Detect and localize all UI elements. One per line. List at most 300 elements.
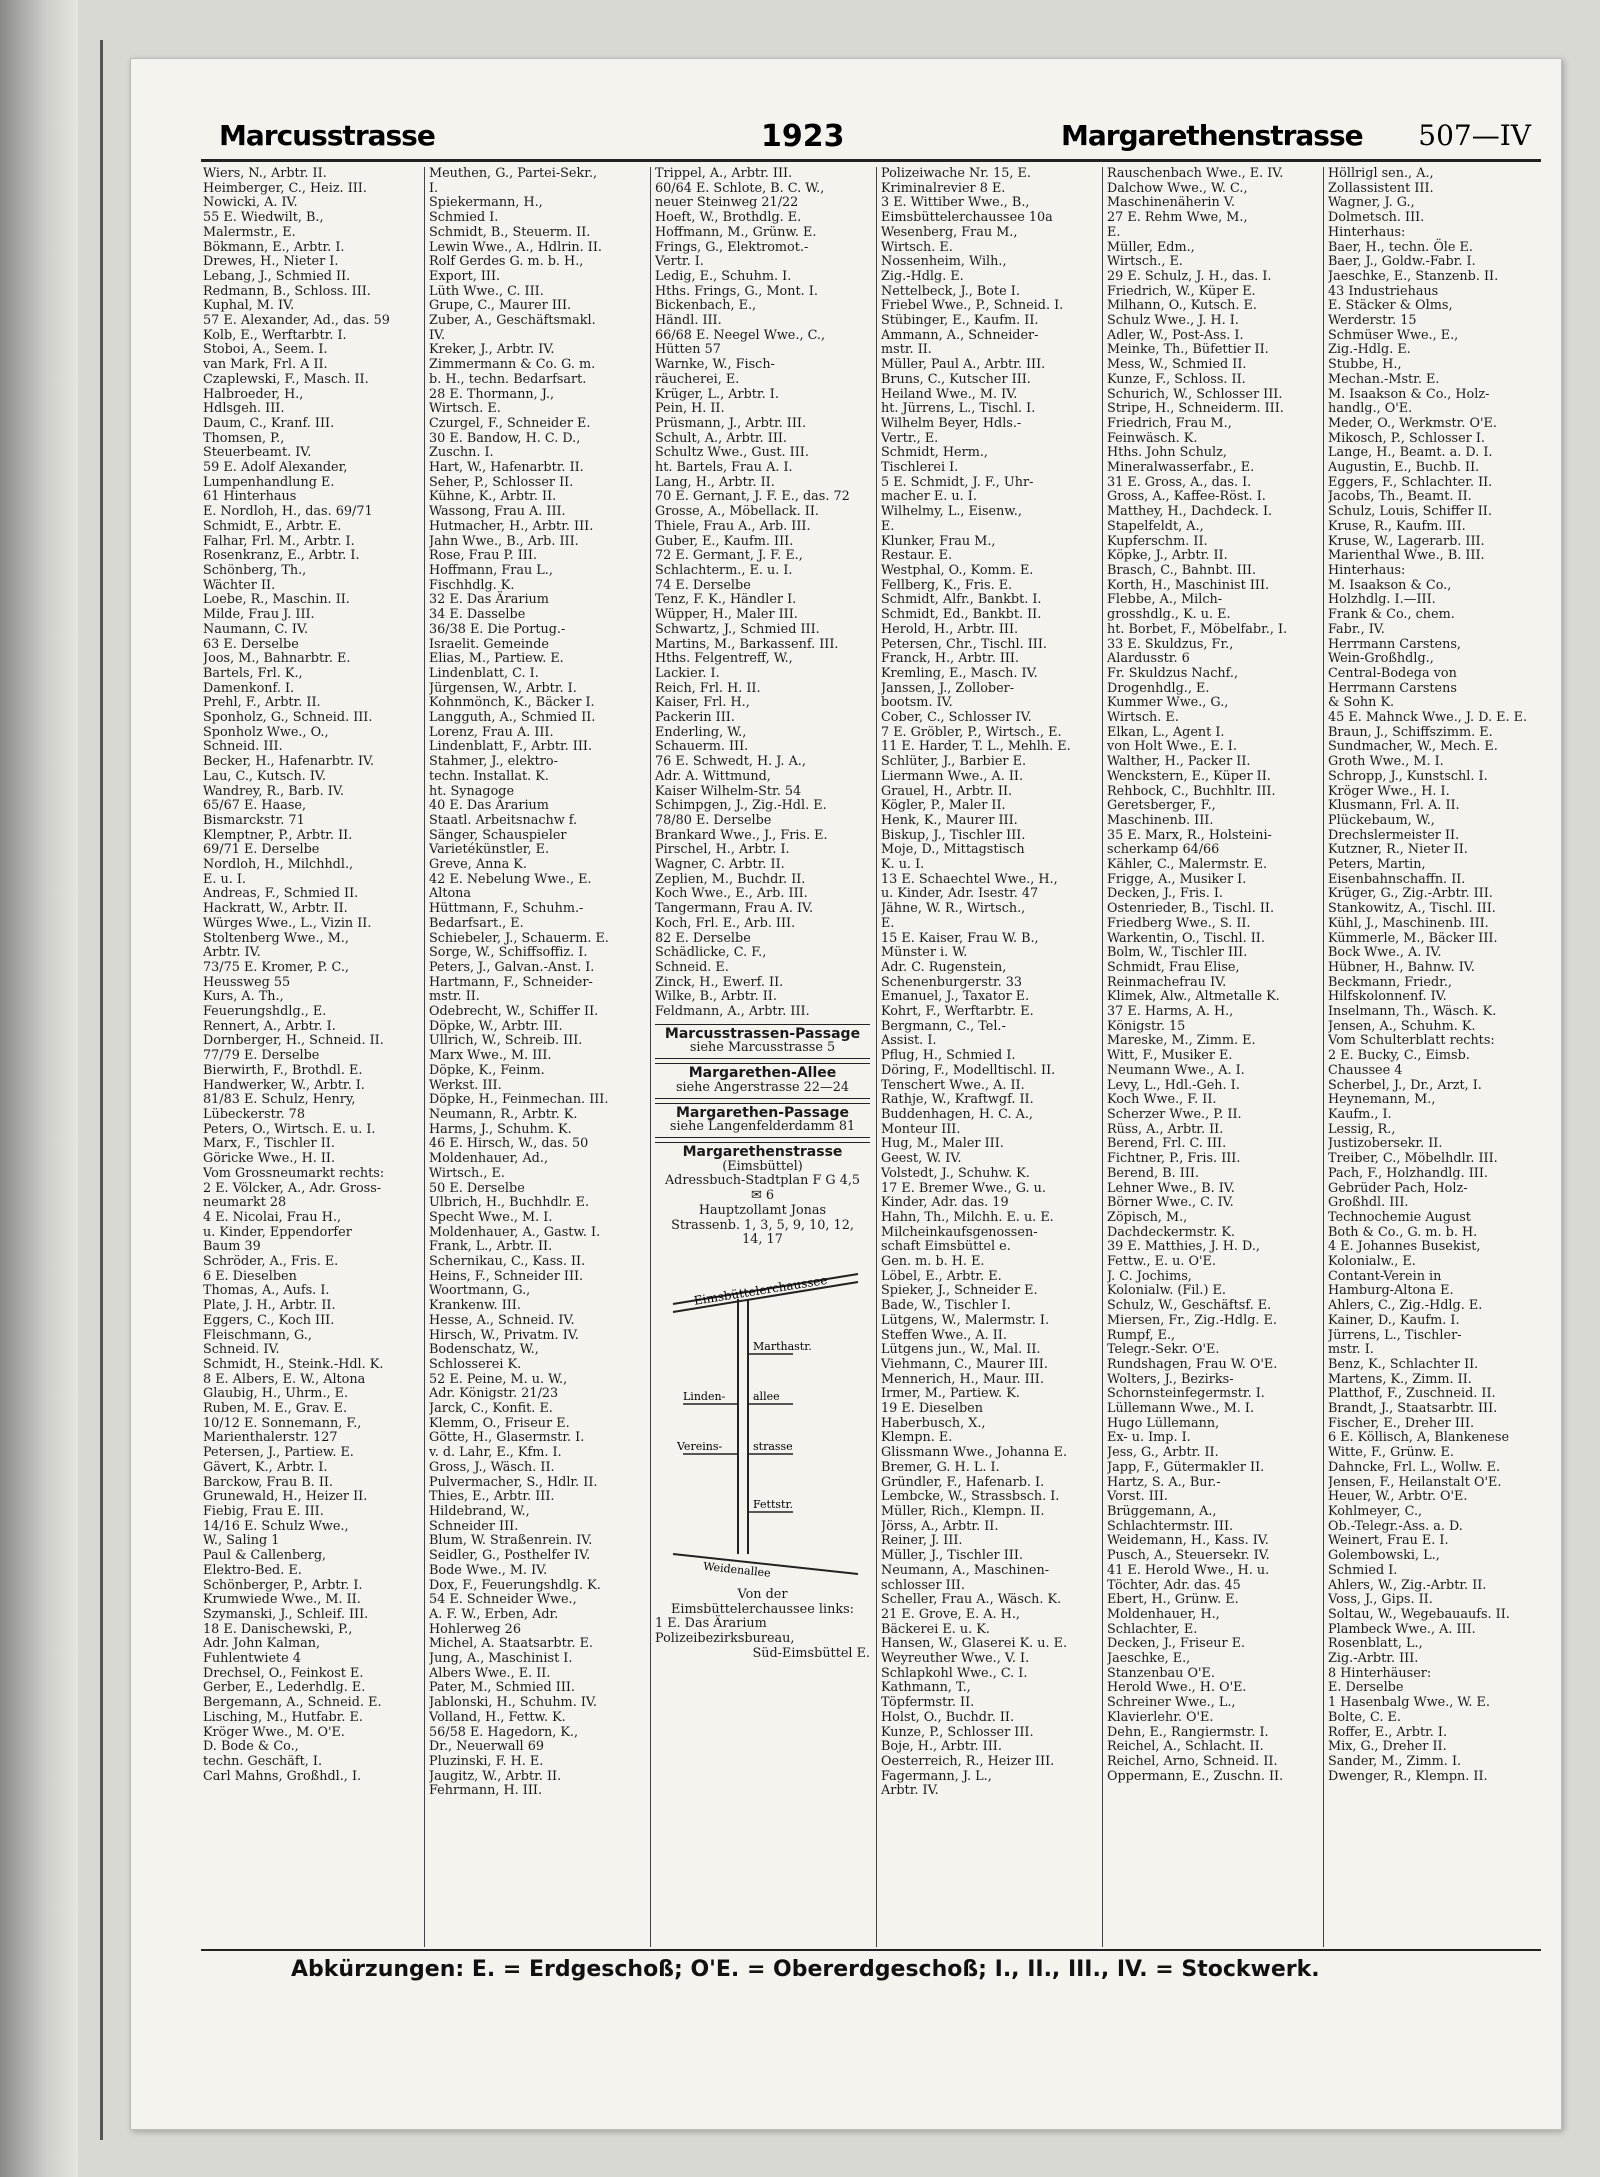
directory-entry-line: Götte, H., Glasermstr. I. xyxy=(429,1430,585,1446)
directory-entry-line: Miersen, Fr., Zig.-Hdlg. E. xyxy=(1107,1312,1277,1328)
directory-entry-line: Fichtner, P., Fris. III. xyxy=(1107,1151,1241,1167)
column-divider xyxy=(650,167,651,1947)
directory-entry-line: Reinmachefrau IV. xyxy=(1107,974,1227,990)
directory-entry-line: Töpfermstr. II. xyxy=(881,1695,975,1711)
directory-entry-line: Schwartz, J., Schmied III. xyxy=(655,621,820,637)
directory-entry-line: Telegr.-Sekr. O'E. xyxy=(1107,1342,1220,1358)
directory-entry-line: Lebang, J., Schmied II. xyxy=(203,268,351,284)
directory-entry-line: Hths. Frings, G., Mont. I. xyxy=(655,283,818,299)
directory-entry-line: Schropp, J., Kunstschl. I. xyxy=(1328,768,1488,784)
directory-entry-line: Warnke, W., Fisch- xyxy=(655,357,775,373)
directory-entry-line: Lütgens, W., Malermstr. I. xyxy=(881,1312,1050,1328)
directory-entry-line: Grupe, C., Maurer III. xyxy=(429,298,572,314)
directory-entry-line: Döpke, H., Feinmechan. III. xyxy=(429,1092,609,1108)
directory-entry-line: Bade, W., Tischler I. xyxy=(881,1298,1011,1314)
directory-entry-line: Emanuel, J., Taxator E. xyxy=(881,989,1030,1005)
directory-entry-line: Krüger, G., Zig.-Arbtr. III. xyxy=(1328,886,1493,902)
directory-entry-line: Central-Bodega von xyxy=(1328,665,1457,681)
directory-entry-line: Schneider III. xyxy=(429,1518,519,1534)
directory-entry-line: 61 Hinterhaus xyxy=(203,489,297,505)
directory-entry-line: Heussweg 55 xyxy=(203,974,291,990)
directory-entry-line: Kaiser Wilhelm-Str. 54 xyxy=(655,783,802,799)
directory-entry-line: Kühne, K., Arbtr. II. xyxy=(429,489,557,505)
directory-entry-line: Japp, F., Gütermakler II. xyxy=(1107,1459,1265,1475)
footer-rule xyxy=(201,1949,1541,1951)
directory-entry-line: Fischer, E., Dreher III. xyxy=(1328,1415,1475,1431)
directory-entry-line: techn. Geschäft, I. xyxy=(203,1753,323,1769)
directory-entry-line: Peters, O., Wirtsch. E. u. I. xyxy=(203,1121,376,1137)
directory-entry-line: Jensen, F., Heilanstalt O'E. xyxy=(1328,1474,1502,1490)
directory-entry-line: Wassong, Frau A. III. xyxy=(429,504,566,520)
directory-entry-line: Schönberg, Th., xyxy=(203,562,307,578)
directory-entry-line: Oppermann, E., Zuschn. II. xyxy=(1107,1768,1284,1784)
directory-entry-line: 28 E. Thormann, J., xyxy=(429,386,555,402)
directory-entry-line: mstr. II. xyxy=(881,342,932,358)
directory-entry-line: Flebbe, A., Milch- xyxy=(1107,592,1223,608)
directory-entry-line: Polizeiwache Nr. 15, E. xyxy=(881,167,1031,181)
directory-entry-line: Rolf Gerdes G. m. b. H., xyxy=(429,254,584,270)
directory-entry-line: Bolm, W., Tischler III. xyxy=(1107,945,1248,961)
directory-entry-line: Damenkonf. I. xyxy=(203,680,295,696)
directory-entry-line: Herold, H., Arbtr. III. xyxy=(881,621,1019,637)
directory-entry-line: 6 E. Köllisch, A, Blankenese xyxy=(1328,1430,1510,1446)
directory-entry-line: Frank, L., Arbtr. II. xyxy=(429,1239,553,1255)
directory-entry-line: Rennert, A., Arbtr. I. xyxy=(203,1018,336,1034)
directory-entry-line: 31 E. Gross, A., das. I. xyxy=(1107,474,1252,490)
directory-entry-line: Elektro-Bed. E. xyxy=(203,1562,302,1578)
directory-entry-line: Roffer, E., Arbtr. I. xyxy=(1328,1724,1448,1740)
directory-entry-line: schlosser III. xyxy=(881,1577,965,1593)
directory-entry-line: Dwenger, R., Klempn. II. xyxy=(1328,1768,1488,1784)
directory-entry-line: Contant-Verein in xyxy=(1328,1268,1442,1284)
directory-entry-line: Hesse, A., Schneid. IV. xyxy=(429,1312,575,1328)
map-label-top: Eimsbüttelerchaussee xyxy=(692,1272,828,1308)
directory-entry-line: Ob.-Telegr.-Ass. a. D. xyxy=(1328,1518,1463,1534)
directory-entry-line: Döpke, W., Arbtr. III. xyxy=(429,1018,563,1034)
directory-entry-line: Ahlers, W., Zig.-Arbtr. II. xyxy=(1328,1577,1487,1593)
directory-entry-line: Lütgens jun., W., Mal. II. xyxy=(881,1342,1041,1358)
directory-entry-line: Kreker, J., Arbtr. IV. xyxy=(429,342,555,358)
directory-entry-line: Stahmer, J., elektro- xyxy=(429,754,558,770)
directory-entry-line: Redmann, B., Schloss. III. xyxy=(203,283,371,299)
directory-entry-line: Mennerich, H., Maur. III. xyxy=(881,1371,1044,1387)
directory-entry-line: Lüllemann Wwe., M. I. xyxy=(1107,1401,1255,1417)
directory-entry-line: Rosenblatt, L., xyxy=(1328,1636,1423,1652)
directory-entry-line: Rathje, W., Kraftwgf. II. xyxy=(881,1092,1034,1108)
directory-entry-line: Blum, W. Straßenrein. IV. xyxy=(429,1533,593,1549)
directory-entry-line: Grauel, H., Arbtr. II. xyxy=(881,783,1013,799)
directory-entry-line: Beckmann, Friedr., xyxy=(1328,974,1452,990)
directory-entry-line: 52 E. Peine, M. u. W., xyxy=(429,1371,568,1387)
directory-entry-line: M. Isaakson & Co., Holz- xyxy=(1328,386,1490,402)
directory-entry-line: Kinder, Adr. das. 19 xyxy=(881,1195,1009,1211)
directory-entry-line: Liermann Wwe., A. II. xyxy=(881,768,1024,784)
directory-entry-line: Meinke, Th., Büfettier II. xyxy=(1107,342,1269,358)
directory-entry-line: Schulz, Louis, Schiffer II. xyxy=(1328,504,1492,520)
directory-entry-line: Kremling, E., Masch. IV. xyxy=(881,665,1038,681)
directory-entry-line: Kähler, C., Malermstr. E. xyxy=(1107,857,1268,873)
directory-entry-line: 14/16 E. Schulz Wwe., xyxy=(203,1518,349,1534)
directory-entry-line: Klemm, O., Friseur E. xyxy=(429,1415,570,1431)
directory-entry-line: Schulz Wwe., J. H. I. xyxy=(1107,313,1239,329)
directory-entry-line: Czaplewski, F., Masch. II. xyxy=(203,371,369,387)
directory-entry-line: 6 E. Dieselben xyxy=(203,1268,297,1284)
directory-entry-line: Thomas, A., Aufs. I. xyxy=(203,1283,330,1299)
post-district-number: 6 xyxy=(765,1188,774,1204)
directory-entry-line: Jess, G., Arbtr. II. xyxy=(1107,1445,1219,1461)
directory-entry-line: Wandrey, R., Barb. IV. xyxy=(203,783,344,799)
directory-entry-line: Feinwäsch. K. xyxy=(1107,430,1198,446)
entry-1-district: Süd-Eimsbüttel E. xyxy=(752,1645,870,1661)
directory-entry-line: Klunker, Frau M., xyxy=(881,533,996,549)
directory-entry-line: Pach, F., Holzhandlg. III. xyxy=(1328,1165,1488,1181)
margarethen-passage-ref: siehe Langenfelderdamm 81 xyxy=(669,1119,856,1135)
directory-entry-line: Ruben, M. E., Grav. E. xyxy=(203,1401,348,1417)
directory-entry-line: E. Derselbe xyxy=(1328,1680,1404,1696)
directory-entry-line: E. xyxy=(881,915,895,931)
directory-entry-line: Rauschenbach Wwe., E. IV. xyxy=(1107,167,1284,181)
directory-entry-line: Koch Wwe., E., Arb. III. xyxy=(655,886,808,902)
directory-entry-line: Adr. Königstr. 21/23 xyxy=(429,1386,559,1402)
directory-entry-line: Stripe, H., Schneiderm. III. xyxy=(1107,401,1284,417)
directory-entry-line: Inselmann, Th., Wäsch. K. xyxy=(1328,1004,1497,1020)
directory-entry-line: Zig.-Hdlg. E. xyxy=(881,268,964,284)
directory-entry-line: Moldenhauer, A., Gastw. I. xyxy=(429,1224,601,1240)
tram-lines: Strassenb. 1, 3, 5, 9, 10, 12, xyxy=(671,1217,854,1233)
directory-entry-line: Kurs, A. Th., xyxy=(203,989,284,1005)
directory-entry-line: 59 E. Adolf Alexander, xyxy=(203,460,348,476)
directory-entry-line: 40 E. Das Ärarium xyxy=(429,798,549,814)
directory-entry-line: Benz, K., Schlachter II. xyxy=(1328,1356,1479,1372)
directory-page xyxy=(130,58,1562,2130)
directory-entry-line: Decken, J., Friseur E. xyxy=(1107,1636,1246,1652)
directory-entry-line: Tangermann, Frau A. IV. xyxy=(655,901,814,917)
directory-entry-line: u. Kinder, Eppendorfer xyxy=(203,1224,352,1240)
directory-entry-line: Braun, J., Schiffszimm. E. xyxy=(1328,724,1493,740)
directory-entry-line: Lindenblatt, C. I. xyxy=(429,665,539,681)
header-page-number: 507—IV xyxy=(1418,119,1531,152)
directory-entry-line: Becker, H., Hafenarbtr. IV. xyxy=(203,754,375,770)
directory-entry-line: Hths. John Schulz, xyxy=(1107,445,1227,461)
directory-entry-line: Kögler, P., Maler II. xyxy=(881,798,1006,814)
directory-entry-line: Fabr., IV. xyxy=(1328,621,1385,637)
directory-entry-line: Joos, M., Bahnarbtr. E. xyxy=(203,651,351,667)
directory-entry-line: Kruse, R., Kaufm. III. xyxy=(1328,518,1466,534)
directory-entry-line: 39 E. Matthies, J. H. D., xyxy=(1107,1239,1260,1255)
directory-entry-line: Paul & Callenberg, xyxy=(203,1548,327,1564)
directory-entry-line: Staatl. Arbeitsnachw f. xyxy=(429,812,578,828)
directory-entry-line: Eimsbüttelerchaussee 10a xyxy=(881,210,1053,226)
directory-entry-line: Rehbock, C., Buchhltr. III. xyxy=(1107,783,1276,799)
directory-entry-line: Volstedt, J., Schuhw. K. xyxy=(881,1165,1030,1181)
directory-entry-line: Kuphal, M. IV. xyxy=(203,298,295,314)
directory-entry-line: Falhar, Frl. M., Arbtr. I. xyxy=(203,533,355,549)
directory-entry-line: Vertr., E. xyxy=(881,430,939,446)
directory-entry-line: Klavierlehr. O'E. xyxy=(1107,1709,1214,1725)
directory-entry-line: Spieker, J., Schneider E. xyxy=(881,1283,1038,1299)
directory-entry-line: Werkst. III. xyxy=(429,1077,502,1093)
directory-entry-line: Milcheinkaufsgenossen- xyxy=(881,1224,1038,1240)
directory-entry-line: Biskup, J., Tischler III. xyxy=(881,827,1026,843)
directory-entry-line: Schädlicke, C. F., xyxy=(655,945,767,961)
directory-entry-line: Zimmermann & Co. G. m. xyxy=(429,357,596,373)
directory-entry-line: Handwerker, W., Arbtr. I. xyxy=(203,1077,365,1093)
directory-entry-line: Dornberger, H., Schneid. II. xyxy=(203,1033,384,1049)
directory-entry-line: Bickenbach, E., xyxy=(655,298,757,314)
map-label-strasse: strasse xyxy=(752,1439,793,1453)
directory-entry-line: Harms, J., Schuhm. K. xyxy=(429,1121,572,1137)
directory-entry-line: Bode Wwe., M. IV. xyxy=(429,1562,548,1578)
directory-entry-line: 1 Hasenbalg Wwe., W. E. xyxy=(1328,1695,1490,1711)
directory-entry-line: Schmidt, Alfr., Bankbt. I. xyxy=(881,592,1042,608)
header-street-left: Marcusstrasse xyxy=(219,119,435,152)
directory-entry-line: Bremer, G. H. L. I. xyxy=(881,1459,1000,1475)
directory-entry-line: Heins, F., Schneider III. xyxy=(429,1268,584,1284)
header-street-right: Margarethenstrasse xyxy=(1061,119,1363,152)
column-6 xyxy=(1328,167,1541,1947)
directory-entry-line: Marx Wwe., M. III. xyxy=(429,1048,552,1064)
column-divider xyxy=(1323,167,1324,1947)
directory-entry-line: 56/58 E. Hagedorn, K., xyxy=(429,1724,579,1740)
directory-entry-line: Lang, H., Arbtr. II. xyxy=(655,474,775,490)
directory-entry-line: neumarkt 28 xyxy=(203,1195,287,1211)
directory-entry-line: Weinert, Frau E. I. xyxy=(1328,1533,1449,1549)
directory-entry-line: 43 Industriehaus xyxy=(1328,283,1439,299)
directory-entry-line: Tischlerei I. xyxy=(881,460,959,476)
directory-entry-line: Alardusstr. 6 xyxy=(1107,651,1190,667)
directory-entry-line: Hugo Lüllemann, xyxy=(1107,1415,1220,1431)
margarethen-allee-box xyxy=(655,1063,870,1098)
directory-entry-line: Kröger Wwe., M. O'E. xyxy=(203,1724,345,1740)
directory-entry-line: Kolonialw., E. xyxy=(1328,1254,1416,1270)
directory-entry-line: Fettw., E. u. O'E. xyxy=(1107,1254,1216,1270)
directory-entry-line: Holst, O., Buchdr. II. xyxy=(881,1709,1015,1725)
directory-entry-line: Rosenkranz, E., Arbtr. I. xyxy=(203,548,360,564)
directory-entry-line: Stoboi, A., Seem. I. xyxy=(203,342,328,358)
directory-entry-line: Martens, K., Zimm. II. xyxy=(1328,1371,1472,1387)
directory-entry-line: IV. xyxy=(429,327,446,343)
directory-entry-line: Friebel Wwe., P., Schneid. I. xyxy=(881,298,1064,314)
directory-entry-line: Meder, O., Werkmstr. O'E. xyxy=(1328,415,1497,431)
directory-entry-line: Pflug, H., Schmied I. xyxy=(881,1048,1016,1064)
directory-entry-line: Walther, H., Packer II. xyxy=(1107,754,1251,770)
directory-entry-line: Schlachterm., E. u. I. xyxy=(655,562,793,578)
directory-entry-line: A. F. W., Erben, Adr. xyxy=(429,1606,559,1622)
directory-entry-line: Nossenheim, Wilh., xyxy=(881,254,1007,270)
map-label-allee: allee xyxy=(752,1389,780,1403)
directory-entry-line: Jablonski, H., Schuhm. IV. xyxy=(429,1695,597,1711)
directory-entry-line: Witt, F., Musiker E. xyxy=(1107,1048,1233,1064)
directory-entry-line: Eggers, F., Schlachter. II. xyxy=(1328,474,1493,490)
directory-entry-line: Hohlerweg 26 xyxy=(429,1621,521,1637)
directory-entry-line: Wagner, J. G., xyxy=(1328,195,1415,211)
directory-entry-line: Feldmann, A., Arbtr. III. xyxy=(655,1004,810,1020)
map-label-vereins: Vereins- xyxy=(676,1439,722,1453)
directory-entry-line: Köpke, J., Arbtr. II. xyxy=(1107,548,1228,564)
directory-entry-line: Schornsteinfegermstr. I. xyxy=(1107,1386,1265,1402)
map-label-linden: Linden- xyxy=(682,1389,725,1403)
column-divider xyxy=(1102,167,1103,1947)
directory-entry-line: Feuerungshdlg., E. xyxy=(203,1004,327,1020)
directory-entry-line: Schlapkohl Wwe., C. I. xyxy=(881,1665,1028,1681)
directory-entry-line: Maschinenäherin V. xyxy=(1107,195,1235,211)
header-year: 1923 xyxy=(761,119,845,154)
directory-entry-line: Bartels, Frl. K., xyxy=(203,665,303,681)
directory-entry-line: Ahlers, C., Zig.-Hdlg. E. xyxy=(1328,1298,1483,1314)
directory-entry-line: Lüth Wwe., C. III. xyxy=(429,283,544,299)
directory-entry-line: Müller, Edm., xyxy=(1107,239,1195,255)
directory-entry-line: 29 E. Schulz, J. H., das. I. xyxy=(1107,268,1272,284)
directory-entry-line: 74 E. Derselbe xyxy=(655,577,751,593)
entry-1-police: Polizeibezirksbureau, xyxy=(655,1631,795,1647)
directory-entry-line: Wirtsch. E. xyxy=(1107,710,1179,726)
directory-entry-line: Enderling, W., xyxy=(655,724,747,740)
directory-entry-line: Seidler, G., Posthelfer IV. xyxy=(429,1548,591,1564)
directory-entry-line: Koch Wwe., F. II. xyxy=(1107,1092,1217,1108)
street-sketch-map xyxy=(663,1254,863,1584)
directory-entry-line: Neumann Wwe., A. I. xyxy=(1107,1062,1245,1078)
directory-entry-line: Maschinenb. III. xyxy=(1107,812,1214,828)
column-5 xyxy=(1107,167,1322,1947)
directory-entry-line: Monteur III. xyxy=(881,1121,961,1137)
directory-entry-line: Peters, J., Galvan.-Anst. I. xyxy=(429,959,595,975)
directory-entry-line: Moje, D., Mittagstisch xyxy=(881,842,1025,858)
directory-entry-line: Jörss, A., Arbtr. II. xyxy=(881,1518,999,1534)
directory-entry-line: Rüss, A., Arbtr. II. xyxy=(1107,1121,1224,1137)
directory-entry-line: Würges Wwe., L., Vizin II. xyxy=(203,915,372,931)
directory-entry-line: Bedarfsart., E. xyxy=(429,915,524,931)
directory-entry-line: Hinterhaus: xyxy=(1328,224,1406,240)
directory-entry-line: b. H., techn. Bedarfsart. xyxy=(429,371,587,387)
directory-entry-line: Oesterreich, R., Heizer III. xyxy=(881,1753,1055,1769)
directory-entry-line: Fagermann, J. L., xyxy=(881,1768,992,1784)
column-2 xyxy=(429,167,644,1947)
directory-entry-line: Ledig, E., Schuhm. I. xyxy=(655,268,792,284)
directory-entry-line: Bäckerei E. u. K. xyxy=(881,1621,990,1637)
directory-entry-line: Weyreuther Wwe., V. I. xyxy=(881,1651,1030,1667)
directory-entry-line: Barckow, Frau B. II. xyxy=(203,1474,333,1490)
directory-entry-line: Grunewald, H., Heizer II. xyxy=(203,1489,368,1505)
directory-entry-line: 63 E. Derselbe xyxy=(203,636,299,652)
directory-entry-line: Schönberger, P., Arbtr. I. xyxy=(203,1577,363,1593)
directory-entry-line: Dahncke, Frl. L., Wollw. E. xyxy=(1328,1459,1501,1475)
directory-entry-line: Dolmetsch. III. xyxy=(1328,210,1425,226)
directory-entry-line: 3 E. Wittiber Wwe., B., xyxy=(881,195,1030,211)
directory-entry-line: Pluzinski, F. H. E. xyxy=(429,1753,544,1769)
directory-entry-line: Wüpper, H., Maler III. xyxy=(655,607,798,623)
column-3-entries xyxy=(655,167,870,1020)
directory-entry-line: Kriminalrevier 8 E. xyxy=(881,180,1006,196)
directory-entry-line: Holzhdlg. I.—III. xyxy=(1328,592,1436,608)
directory-entry-line: von Holt Wwe., E. I. xyxy=(1107,739,1237,755)
directory-entry-line: Langguth, A., Schmied II. xyxy=(429,710,596,726)
directory-entry-line: Wagner, C. Arbtr. II. xyxy=(655,857,785,873)
directory-entry-line: 82 E. Derselbe xyxy=(655,930,751,946)
directory-entry-line: Lindenblatt, F., Arbtr. III. xyxy=(429,739,593,755)
directory-entry-line: ht. Bartels, Frau A. I. xyxy=(655,460,793,476)
directory-entry-line: Heimberger, C., Heiz. III. xyxy=(203,180,367,196)
directory-entry-line: räucherei, E. xyxy=(655,371,740,387)
directory-entry-line: 4 E. Johannes Busekist, xyxy=(1328,1239,1481,1255)
directory-entry-line: Schreiner Wwe., L., xyxy=(1107,1695,1236,1711)
directory-entry-line: Mix, G., Dreher II. xyxy=(1328,1739,1447,1755)
directory-entry-line: Schultz Wwe., Gust. III. xyxy=(655,445,809,461)
directory-entry-line: Jaeschke, E., Stanzenb. II. xyxy=(1328,268,1499,284)
directory-entry-line: Plückebaum, W., xyxy=(1328,812,1435,828)
directory-entry-line: Hirsch, W., Privatm. IV. xyxy=(429,1327,579,1343)
map-label-marthastr: Marthastr. xyxy=(752,1339,812,1353)
directory-entry-line: Greve, Anna K. xyxy=(429,857,527,873)
directory-entry-line: Zinck, H., Ewerf. II. xyxy=(655,974,784,990)
directory-entry-line: Bolte, C. E. xyxy=(1328,1709,1401,1725)
directory-entry-line: Drechslermeister II. xyxy=(1328,827,1460,843)
directory-entry-line: Henk, K., Maurer III. xyxy=(881,812,1018,828)
envelope-icon: ✉ xyxy=(751,1188,762,1204)
directory-entry-line: Treiber, C., Möbelhdlr. III. xyxy=(1328,1151,1498,1167)
directory-entry-line: Müller, Paul A., Arbtr. III. xyxy=(881,357,1046,373)
directory-entry-line: Jacobs, Th., Beamt. II. xyxy=(1328,489,1472,505)
directory-entry-line: Kutzner, R., Nieter II. xyxy=(1328,842,1468,858)
directory-entry-line: Drewes, H., Nieter I. xyxy=(203,254,339,270)
directory-entry-line: Nordloh, H., Milchhdl., xyxy=(203,857,354,873)
directory-entry-line: Spiekermann, H., xyxy=(429,195,543,211)
directory-entry-line: 36/38 E. Die Portug.- xyxy=(429,621,566,637)
directory-entry-line: Milde, Frau J. III. xyxy=(203,607,315,623)
directory-entry-line: Naumann, C. IV. xyxy=(203,621,309,637)
directory-entry-line: schaft Eimsbüttel e. xyxy=(881,1239,1011,1255)
directory-entry-line: Hdlsgeh. III. xyxy=(203,401,285,417)
directory-entry-line: Glissmann Wwe., Johanna E. xyxy=(881,1445,1068,1461)
directory-entry-line: Plambeck Wwe., A. III. xyxy=(1328,1621,1476,1637)
directory-entry-line: Woortmann, G., xyxy=(429,1283,531,1299)
directory-entry-line: Bodenschatz, W., xyxy=(429,1342,539,1358)
directory-entry-line: Irmer, M., Partiew. K. xyxy=(881,1386,1020,1402)
directory-entry-line: Thies, E., Arbtr. III. xyxy=(429,1489,555,1505)
directory-entry-line: 17 E. Bremer Wwe., G. u. xyxy=(881,1180,1046,1196)
directory-entry-line: Tenschert Wwe., A. II. xyxy=(881,1077,1025,1093)
directory-entry-line: Ex- u. Imp. I. xyxy=(1107,1430,1191,1446)
directory-entry-line: Prehl, F., Arbtr. II. xyxy=(203,695,321,711)
directory-entry-line: Marienthal Wwe., B. III. xyxy=(1328,548,1485,564)
tram-lines-cont: 14, 17 xyxy=(742,1232,783,1248)
directory-entry-line: Brasch, C., Bahnbt. III. xyxy=(1107,562,1257,578)
map-label-weidenallee: Weidenallee xyxy=(702,1559,771,1580)
directory-entry-line: techn. Installat. K. xyxy=(429,768,549,784)
directory-entry-line: Ostenrieder, B., Tischl. II. xyxy=(1107,901,1275,917)
directory-entry-line: Großhdl. III. xyxy=(1328,1195,1409,1211)
directory-entry-line: Vertr. I. xyxy=(655,254,704,270)
directory-entry-line: Stanzenbau O'E. xyxy=(1107,1665,1215,1681)
directory-entry-line: Loebe, R., Maschin. II. xyxy=(203,592,350,608)
directory-entry-line: Schmidt, Herm., xyxy=(881,445,988,461)
directory-entry-line: Jarck, C., Konfit. E. xyxy=(429,1401,553,1417)
street-map-svg xyxy=(663,1254,863,1584)
directory-entry-line: Klempn. E. xyxy=(881,1430,953,1446)
directory-entry-line: Marienthalerstr. 127 xyxy=(203,1430,338,1446)
directory-entry-line: Stubbe, H., xyxy=(1328,357,1402,373)
directory-entry-line: Wolters, J., Bezirks- xyxy=(1107,1371,1234,1387)
directory-entry-line: Jaugitz, W., Arbtr. II. xyxy=(429,1768,562,1784)
directory-entry-line: Adr. A. Wittmund, xyxy=(655,768,771,784)
directory-entry-line: Viehmann, C., Maurer III. xyxy=(881,1356,1048,1372)
directory-entry-line: Volland, H., Fettw. K. xyxy=(429,1709,566,1725)
directory-entry-line: Andreas, F., Schmied II. xyxy=(203,886,359,902)
directory-entry-line: Börner Wwe., C. IV. xyxy=(1107,1195,1234,1211)
directory-entry-line: Nettelbeck, J., Bote I. xyxy=(881,283,1020,299)
directory-entry-line: Export, III. xyxy=(429,268,501,284)
directory-entry-line: 78/80 E. Derselbe xyxy=(655,812,772,828)
directory-entry-line: Hoffmann, Frau L., xyxy=(429,562,553,578)
